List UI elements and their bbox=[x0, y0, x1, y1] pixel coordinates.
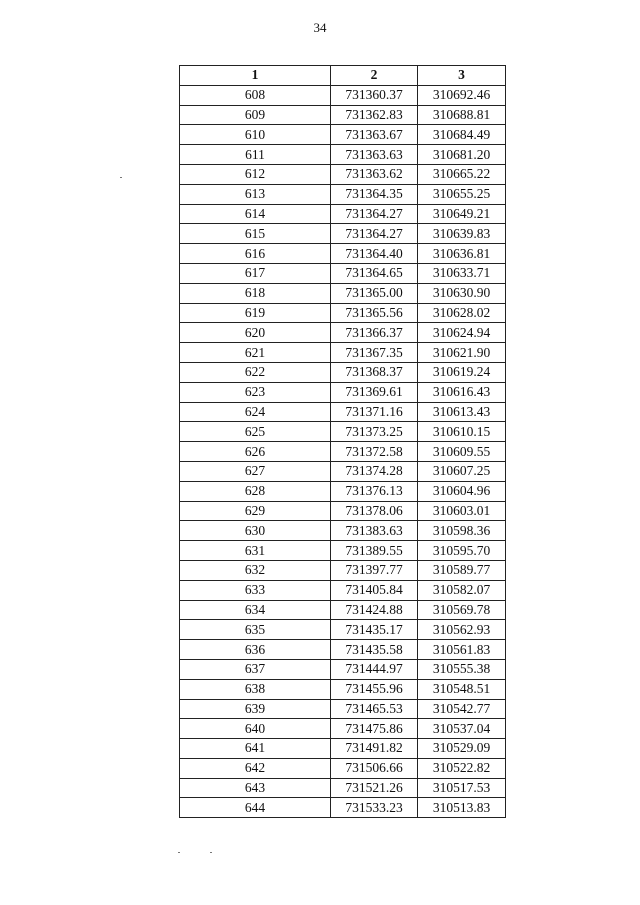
cell-x-coordinate: 731444.97 bbox=[331, 659, 418, 679]
cell-x-coordinate: 731368.37 bbox=[331, 362, 418, 382]
cell-point-number: 609 bbox=[180, 105, 331, 125]
cell-point-number: 625 bbox=[180, 422, 331, 442]
cell-point-number: 615 bbox=[180, 224, 331, 244]
table-row bbox=[180, 521, 506, 541]
table-row bbox=[180, 85, 506, 105]
cell-point-number: 610 bbox=[180, 125, 331, 145]
table-body bbox=[180, 85, 506, 817]
table-row bbox=[180, 105, 506, 125]
cell-x-coordinate: 731364.35 bbox=[331, 184, 418, 204]
scan-speck bbox=[178, 852, 180, 853]
cell-x-coordinate: 731365.00 bbox=[331, 283, 418, 303]
cell-x-coordinate: 731389.55 bbox=[331, 541, 418, 561]
table-row bbox=[180, 501, 506, 521]
cell-y-coordinate: 310692.46 bbox=[418, 85, 506, 105]
cell-x-coordinate: 731366.37 bbox=[331, 323, 418, 343]
cell-y-coordinate: 310562.93 bbox=[418, 620, 506, 640]
cell-y-coordinate: 310569.78 bbox=[418, 600, 506, 620]
table-row bbox=[180, 442, 506, 462]
cell-point-number: 619 bbox=[180, 303, 331, 323]
cell-y-coordinate: 310630.90 bbox=[418, 283, 506, 303]
cell-y-coordinate: 310609.55 bbox=[418, 442, 506, 462]
cell-x-coordinate: 731364.40 bbox=[331, 244, 418, 264]
cell-x-coordinate: 731364.27 bbox=[331, 204, 418, 224]
cell-y-coordinate: 310513.83 bbox=[418, 798, 506, 818]
cell-point-number: 638 bbox=[180, 679, 331, 699]
cell-y-coordinate: 310665.22 bbox=[418, 164, 506, 184]
cell-point-number: 643 bbox=[180, 778, 331, 798]
table-header-row bbox=[180, 66, 506, 86]
cell-y-coordinate: 310598.36 bbox=[418, 521, 506, 541]
cell-y-coordinate: 310616.43 bbox=[418, 382, 506, 402]
cell-x-coordinate: 731362.83 bbox=[331, 105, 418, 125]
cell-point-number: 627 bbox=[180, 461, 331, 481]
cell-x-coordinate: 731364.27 bbox=[331, 224, 418, 244]
table-row bbox=[180, 541, 506, 561]
cell-x-coordinate: 731533.23 bbox=[331, 798, 418, 818]
cell-y-coordinate: 310517.53 bbox=[418, 778, 506, 798]
scan-speck bbox=[120, 177, 122, 178]
coordinates-table bbox=[179, 65, 506, 818]
cell-point-number: 632 bbox=[180, 560, 331, 580]
cell-point-number: 631 bbox=[180, 541, 331, 561]
cell-point-number: 620 bbox=[180, 323, 331, 343]
cell-y-coordinate: 310688.81 bbox=[418, 105, 506, 125]
table-row bbox=[180, 778, 506, 798]
table-row bbox=[180, 362, 506, 382]
table-row bbox=[180, 125, 506, 145]
cell-y-coordinate: 310621.90 bbox=[418, 343, 506, 363]
cell-y-coordinate: 310681.20 bbox=[418, 145, 506, 165]
cell-y-coordinate: 310603.01 bbox=[418, 501, 506, 521]
cell-point-number: 623 bbox=[180, 382, 331, 402]
cell-point-number: 613 bbox=[180, 184, 331, 204]
cell-y-coordinate: 310639.83 bbox=[418, 224, 506, 244]
cell-y-coordinate: 310555.38 bbox=[418, 659, 506, 679]
cell-y-coordinate: 310613.43 bbox=[418, 402, 506, 422]
table-row bbox=[180, 719, 506, 739]
table-row bbox=[180, 164, 506, 184]
cell-point-number: 622 bbox=[180, 362, 331, 382]
cell-x-coordinate: 731360.37 bbox=[331, 85, 418, 105]
cell-x-coordinate: 731363.62 bbox=[331, 164, 418, 184]
cell-point-number: 624 bbox=[180, 402, 331, 422]
cell-y-coordinate: 310529.09 bbox=[418, 739, 506, 759]
cell-x-coordinate: 731424.88 bbox=[331, 600, 418, 620]
cell-y-coordinate: 310610.15 bbox=[418, 422, 506, 442]
column-header-x: 2 bbox=[331, 66, 418, 86]
cell-point-number: 635 bbox=[180, 620, 331, 640]
table-row bbox=[180, 600, 506, 620]
cell-point-number: 614 bbox=[180, 204, 331, 224]
cell-y-coordinate: 310636.81 bbox=[418, 244, 506, 264]
cell-y-coordinate: 310548.51 bbox=[418, 679, 506, 699]
cell-y-coordinate: 310628.02 bbox=[418, 303, 506, 323]
cell-y-coordinate: 310684.49 bbox=[418, 125, 506, 145]
table-row bbox=[180, 481, 506, 501]
cell-y-coordinate: 310619.24 bbox=[418, 362, 506, 382]
cell-y-coordinate: 310561.83 bbox=[418, 640, 506, 660]
cell-point-number: 641 bbox=[180, 739, 331, 759]
table-row bbox=[180, 580, 506, 600]
table-row bbox=[180, 145, 506, 165]
cell-x-coordinate: 731435.17 bbox=[331, 620, 418, 640]
table-row bbox=[180, 679, 506, 699]
cell-point-number: 608 bbox=[180, 85, 331, 105]
cell-y-coordinate: 310604.96 bbox=[418, 481, 506, 501]
table-row bbox=[180, 620, 506, 640]
table-row bbox=[180, 204, 506, 224]
cell-y-coordinate: 310595.70 bbox=[418, 541, 506, 561]
table-row bbox=[180, 659, 506, 679]
table-row bbox=[180, 283, 506, 303]
cell-x-coordinate: 731363.63 bbox=[331, 145, 418, 165]
cell-point-number: 636 bbox=[180, 640, 331, 660]
cell-x-coordinate: 731435.58 bbox=[331, 640, 418, 660]
cell-point-number: 626 bbox=[180, 442, 331, 462]
table-row bbox=[180, 244, 506, 264]
table-row bbox=[180, 224, 506, 244]
cell-y-coordinate: 310624.94 bbox=[418, 323, 506, 343]
table-row bbox=[180, 461, 506, 481]
cell-point-number: 617 bbox=[180, 263, 331, 283]
cell-x-coordinate: 731475.86 bbox=[331, 719, 418, 739]
cell-y-coordinate: 310537.04 bbox=[418, 719, 506, 739]
cell-point-number: 621 bbox=[180, 343, 331, 363]
cell-y-coordinate: 310633.71 bbox=[418, 263, 506, 283]
table-row bbox=[180, 303, 506, 323]
table-row bbox=[180, 184, 506, 204]
cell-point-number: 616 bbox=[180, 244, 331, 264]
cell-y-coordinate: 310607.25 bbox=[418, 461, 506, 481]
cell-x-coordinate: 731369.61 bbox=[331, 382, 418, 402]
table-row bbox=[180, 343, 506, 363]
cell-point-number: 639 bbox=[180, 699, 331, 719]
table-row bbox=[180, 739, 506, 759]
cell-x-coordinate: 731376.13 bbox=[331, 481, 418, 501]
cell-x-coordinate: 731455.96 bbox=[331, 679, 418, 699]
column-header-point: 1 bbox=[180, 66, 331, 86]
cell-x-coordinate: 731365.56 bbox=[331, 303, 418, 323]
page-number: 34 bbox=[313, 20, 327, 35]
cell-point-number: 642 bbox=[180, 758, 331, 778]
table-row bbox=[180, 402, 506, 422]
scan-speck bbox=[210, 852, 212, 853]
column-header-y: 3 bbox=[418, 66, 506, 86]
cell-x-coordinate: 731371.16 bbox=[331, 402, 418, 422]
table-row bbox=[180, 699, 506, 719]
cell-x-coordinate: 731506.66 bbox=[331, 758, 418, 778]
cell-x-coordinate: 731378.06 bbox=[331, 501, 418, 521]
cell-y-coordinate: 310655.25 bbox=[418, 184, 506, 204]
table-row bbox=[180, 422, 506, 442]
cell-x-coordinate: 731367.35 bbox=[331, 343, 418, 363]
cell-point-number: 611 bbox=[180, 145, 331, 165]
table-row bbox=[180, 323, 506, 343]
cell-x-coordinate: 731372.58 bbox=[331, 442, 418, 462]
cell-x-coordinate: 731405.84 bbox=[331, 580, 418, 600]
table-row bbox=[180, 758, 506, 778]
cell-x-coordinate: 731374.28 bbox=[331, 461, 418, 481]
cell-x-coordinate: 731383.63 bbox=[331, 521, 418, 541]
cell-y-coordinate: 310522.82 bbox=[418, 758, 506, 778]
cell-x-coordinate: 731521.26 bbox=[331, 778, 418, 798]
cell-point-number: 640 bbox=[180, 719, 331, 739]
cell-x-coordinate: 731491.82 bbox=[331, 739, 418, 759]
table-row bbox=[180, 382, 506, 402]
cell-point-number: 618 bbox=[180, 283, 331, 303]
cell-point-number: 612 bbox=[180, 164, 331, 184]
cell-y-coordinate: 310649.21 bbox=[418, 204, 506, 224]
cell-y-coordinate: 310589.77 bbox=[418, 560, 506, 580]
cell-point-number: 644 bbox=[180, 798, 331, 818]
cell-y-coordinate: 310582.07 bbox=[418, 580, 506, 600]
cell-point-number: 630 bbox=[180, 521, 331, 541]
table-row bbox=[180, 798, 506, 818]
cell-x-coordinate: 731465.53 bbox=[331, 699, 418, 719]
table-row bbox=[180, 263, 506, 283]
table-row bbox=[180, 560, 506, 580]
cell-y-coordinate: 310542.77 bbox=[418, 699, 506, 719]
cell-x-coordinate: 731373.25 bbox=[331, 422, 418, 442]
cell-x-coordinate: 731397.77 bbox=[331, 560, 418, 580]
cell-point-number: 634 bbox=[180, 600, 331, 620]
cell-point-number: 628 bbox=[180, 481, 331, 501]
table-row bbox=[180, 640, 506, 660]
cell-x-coordinate: 731363.67 bbox=[331, 125, 418, 145]
cell-point-number: 633 bbox=[180, 580, 331, 600]
cell-point-number: 637 bbox=[180, 659, 331, 679]
cell-x-coordinate: 731364.65 bbox=[331, 263, 418, 283]
cell-point-number: 629 bbox=[180, 501, 331, 521]
